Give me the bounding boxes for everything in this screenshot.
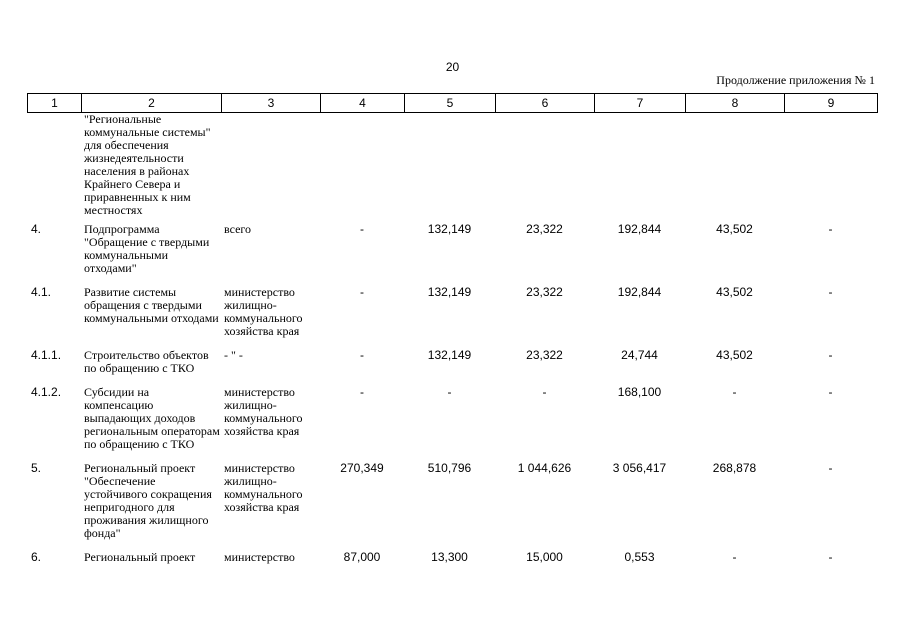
row-value-col9: - [828,385,833,399]
row-value-col4: - [360,348,364,362]
column-header: 9 [785,94,878,113]
row-value-col5: 132,149 [427,222,472,236]
row-value-col4: - [360,222,364,236]
row-value-col4: 270,349 [340,461,384,475]
column-header: 7 [595,94,686,113]
row-value-col9: - [828,550,833,564]
row-number: 5. [31,461,42,475]
program-table [27,113,877,575]
row-value-col7: 168,100 [617,385,662,399]
row-value-col5: 13,300 [431,550,468,564]
row-value-col9: - [828,222,833,236]
page-number: 20 [445,60,460,74]
row-value-col7: 24,744 [621,348,658,362]
column-header: 4 [321,94,405,113]
column-header: 6 [496,94,595,113]
column-header: 2 [82,94,222,113]
row-value-col9: - [828,461,833,475]
row-value-col4: - [360,285,364,299]
row-value-col9: - [828,285,833,299]
table-row-continuation [27,113,877,223]
row-value-col4: - [360,385,364,399]
row-name: Региональный проект "Обеспечение устойчивого сокращения непригодного для проживания жилищного фонда" [84,461,212,540]
row-value-col7: 3 056,417 [612,461,667,475]
row-number: 4.1. [31,285,52,299]
column-header-row [28,94,878,113]
row-value-col6: 23,322 [526,222,563,236]
row-value-col5: - [447,385,452,399]
row-executor: министерство жилищно-коммунального хозяйства края [224,385,303,438]
row-executor: министерство [224,550,295,564]
row-name: Субсидии на компенсацию выпадающих доходов региональным операторам по обращению с ТКО [84,385,220,451]
column-header: 8 [686,94,785,113]
row-value-col4: 87,000 [343,550,381,564]
row-value-col6: 15,000 [526,550,563,564]
row-value-col6: 23,322 [526,285,563,299]
row-executor: министерство жилищно-коммунального хозяйства края [224,461,303,514]
row-value-col8: 43,502 [716,348,753,362]
row-value-col9: - [828,348,833,362]
column-header: 3 [222,94,321,113]
row-value-col7: 192,844 [617,222,662,236]
column-header-table [27,93,878,113]
row-value-col5: 132,149 [427,285,472,299]
row-value-col8: - [732,385,737,399]
row-number: 4.1.1. [31,348,62,362]
table-row [27,551,877,575]
row-executor: министерство жилищно-коммунального хозяйства края [224,285,303,338]
table-row [27,462,877,551]
row-value-col6: 23,322 [526,348,563,362]
row-value-col5: 132,149 [427,348,472,362]
row-value-col5: 510,796 [427,461,472,475]
row-value-col8: 43,502 [716,222,753,236]
row-number: 4. [31,222,42,236]
row-number: 4.1.2. [31,385,62,399]
row-name: Подпрограмма "Обращение с твердыми коммунальными отходами" [84,222,210,275]
row-name: Развитие системы обращения с твердыми коммунальными отходами [84,285,219,325]
row-value-col7: 192,844 [617,285,662,299]
row-value-col7: 0,553 [624,550,655,564]
table-row [27,349,877,386]
table-row [27,223,877,286]
row-name: "Региональные коммунальные системы" для обеспечения жизнедеятельности населения в районах Крайнего Севера и приравненных к ним местностях [84,112,211,217]
row-executor: - " - [224,348,243,362]
row-name: Строительство объектов по обращению с ТКО [84,348,209,375]
table-row [27,386,877,462]
row-value-col6: 1 044,626 [517,461,572,475]
row-number: 6. [31,550,42,564]
row-value-col6: - [542,385,547,399]
column-header: 1 [28,94,82,113]
row-name: Региональный проект [84,550,196,564]
row-value-col8: 268,878 [712,461,757,475]
row-executor: всего [224,222,252,236]
row-value-col8: 43,502 [716,285,753,299]
table-row [27,286,877,349]
row-value-col8: - [732,550,737,564]
column-header: 5 [405,94,496,113]
appendix-note: Продолжение приложения № 1 [716,73,875,87]
